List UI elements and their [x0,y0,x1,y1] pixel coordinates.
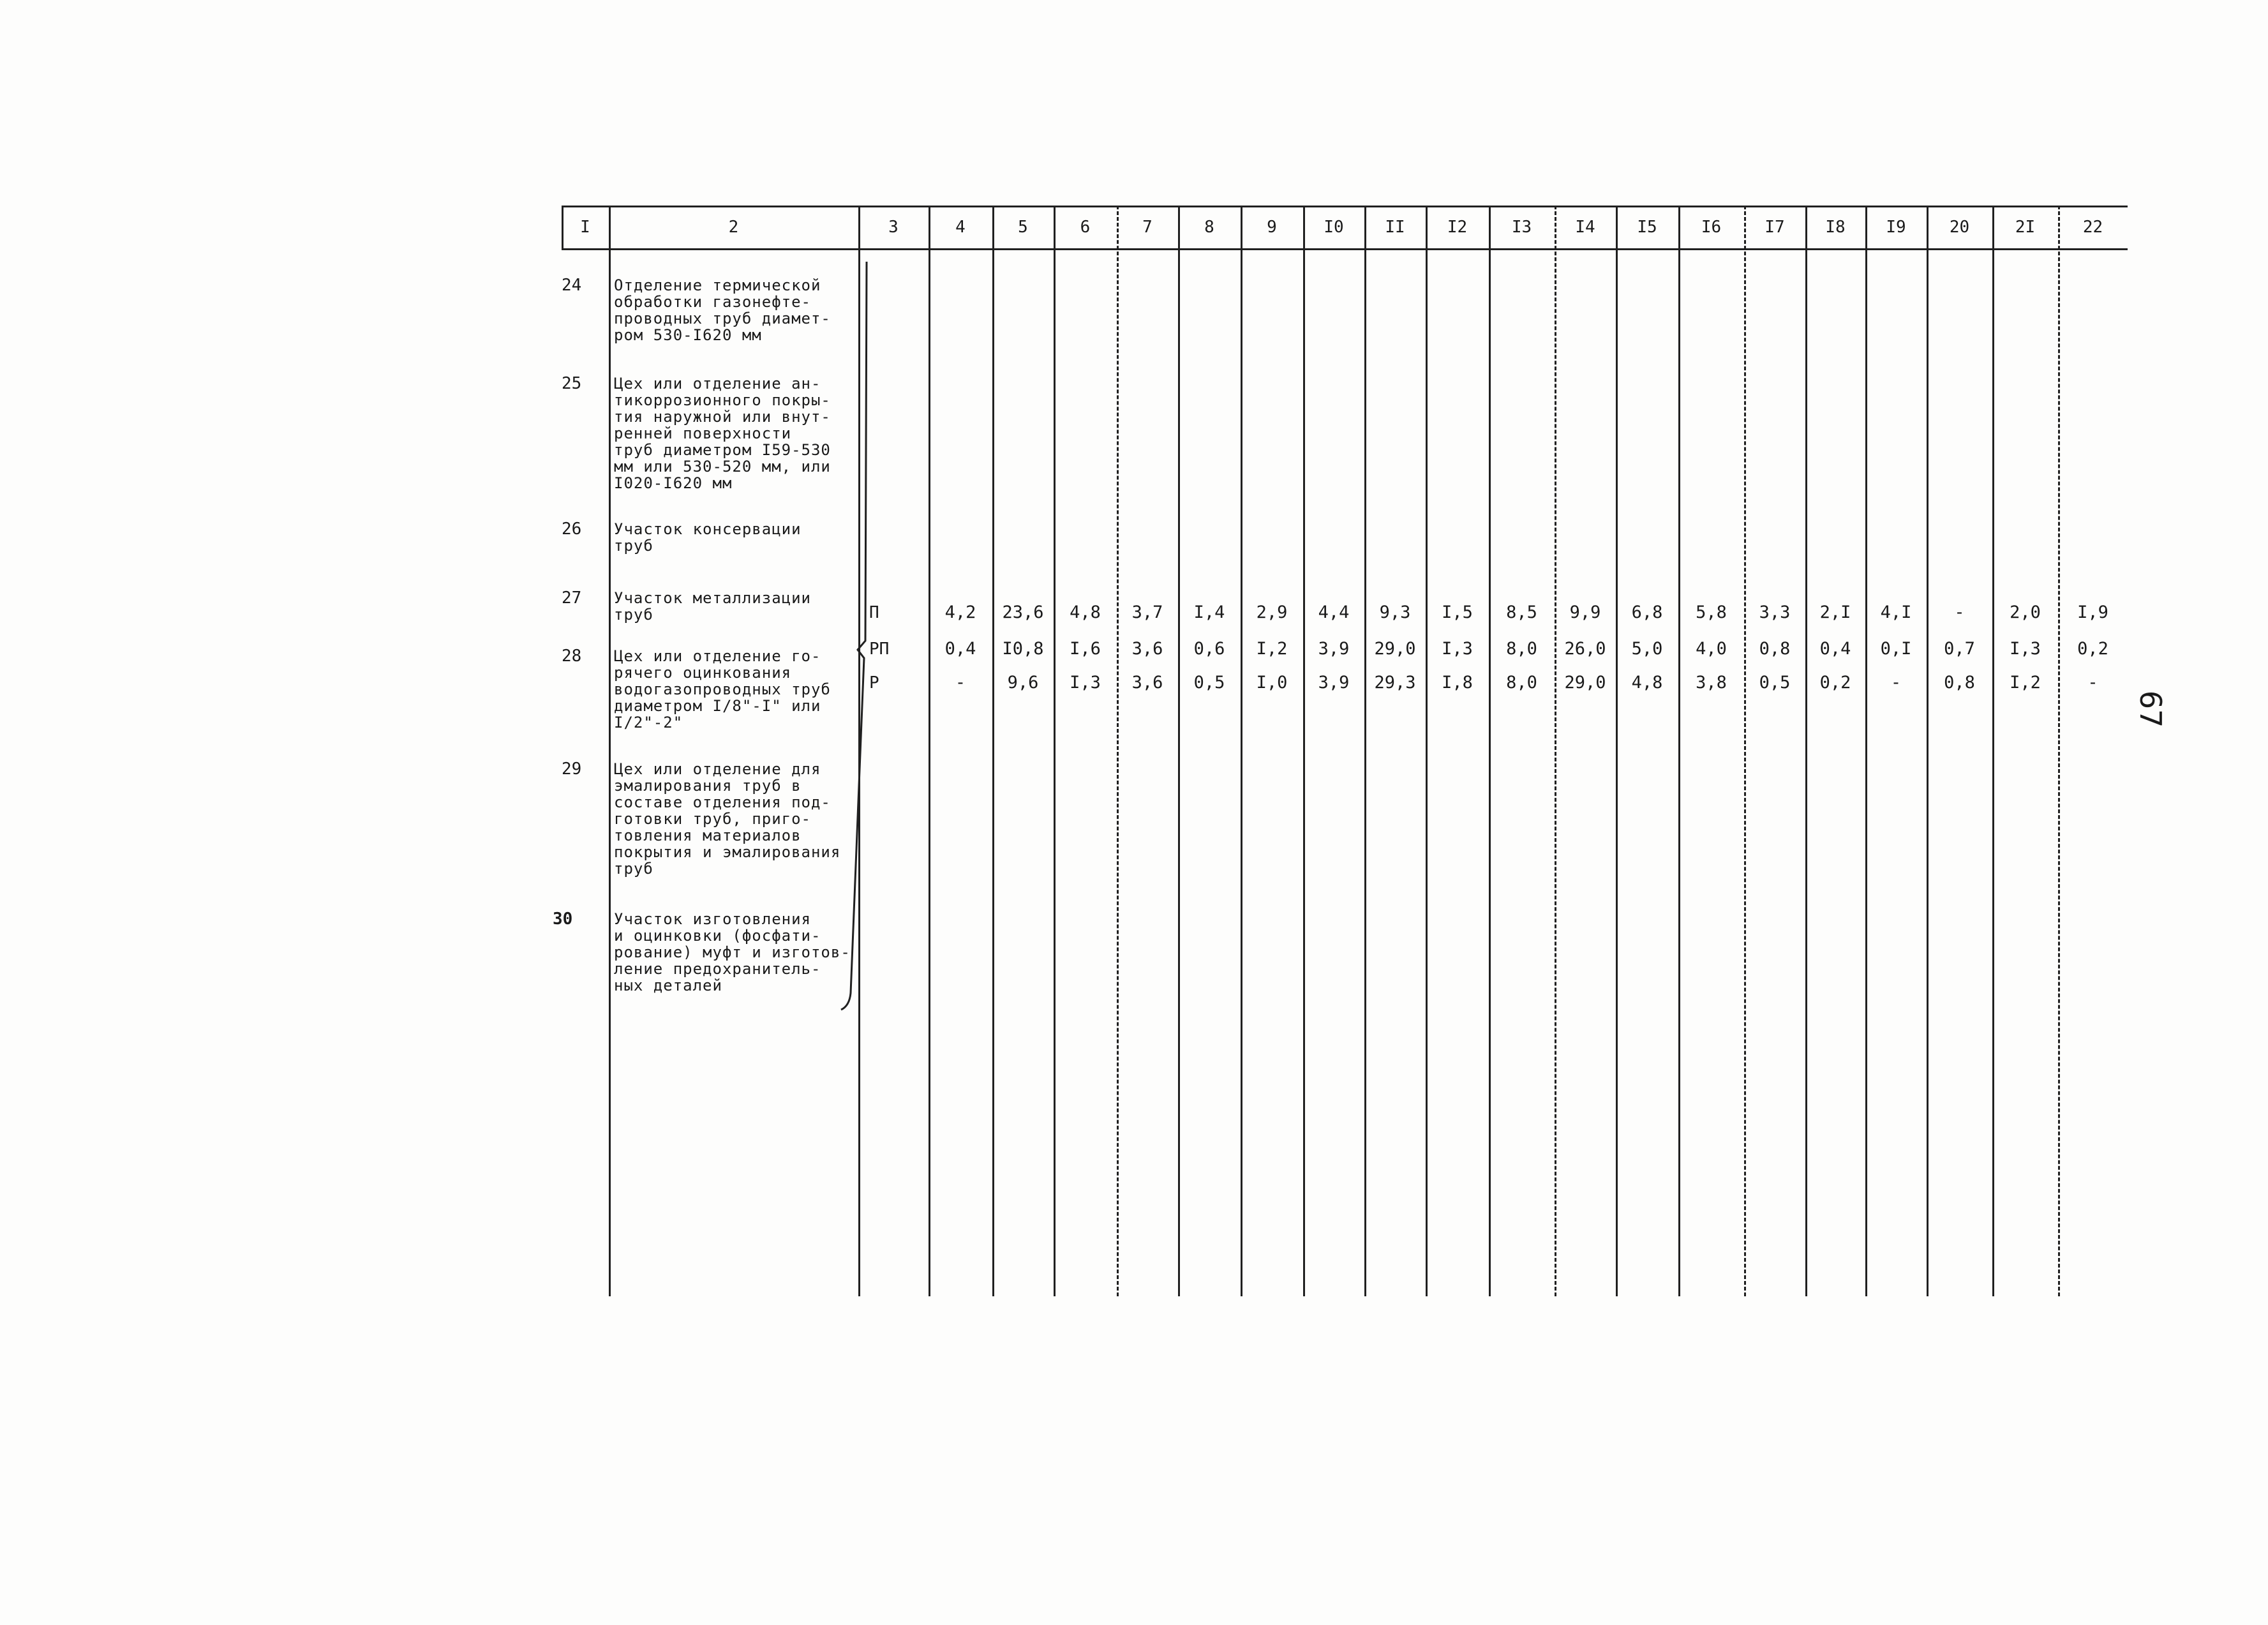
value-cell: 0,2 [2077,639,2108,659]
value-cell: I,6 [1070,639,1101,659]
column-rule [1426,206,1428,1296]
value-cell: 9,3 [1379,603,1411,622]
column-rule [1865,206,1867,1296]
column-rule [1178,206,1180,1296]
column-rule [1364,206,1366,1296]
header-bottom-rule [562,248,2128,250]
value-cell: - [2087,673,2098,693]
header-cell: I [580,218,590,237]
column-rule [929,206,930,1296]
header-cell: I9 [1886,218,1906,237]
header-cell: I2 [1447,218,1468,237]
value-cell: I,2 [2010,673,2041,693]
header-cell: 5 [1018,218,1028,237]
column-rule [1241,206,1242,1296]
header-cell: 9 [1267,218,1277,237]
group-label: Р [869,673,879,693]
value-cell: 0,5 [1193,673,1225,693]
header-cell: I4 [1575,218,1595,237]
value-cell: 8,5 [1506,603,1537,622]
value-cell: I,4 [1193,603,1225,622]
value-cell: 4,2 [944,603,976,622]
header-cell: I0 [1324,218,1344,237]
column-rule [1927,206,1929,1296]
value-cell: 3,9 [1318,639,1350,659]
value-cell: 8,0 [1506,673,1537,693]
value-cell: 4,4 [1318,603,1350,622]
page-number: 67 [2133,690,2168,728]
header-cell: 4 [955,218,966,237]
value-cell: I,0 [1256,673,1288,693]
value-cell: I,5 [1442,603,1473,622]
column-rule [1992,206,1994,1296]
value-cell: I,3 [2010,639,2041,659]
value-cell: 3,6 [1131,673,1163,693]
value-cell: 3,7 [1131,603,1163,622]
header-cell: 22 [2082,218,2103,237]
header-cell: 6 [1080,218,1091,237]
column-rule [1489,206,1491,1296]
group-label: П [869,603,879,622]
value-cell: 9,9 [1569,603,1601,622]
header-cell: II [1385,218,1405,237]
column-rule [1678,206,1680,1296]
value-cell: 23,6 [1002,603,1044,622]
value-cell: - [1954,603,1965,622]
value-cell: 0,5 [1759,673,1791,693]
row-number: 28 [562,647,582,666]
value-cell: 29,3 [1374,673,1416,693]
header-cell: I6 [1701,218,1722,237]
row-description: Участок изготовления и оцинковки (фосфати- рование) муфт и изготов- ление предохранитель- ных деталей [614,910,851,994]
value-cell: I,8 [1442,673,1473,693]
value-cell: 0,8 [1944,673,1975,693]
value-cell: 2,9 [1256,603,1288,622]
header-cell: I3 [1511,218,1532,237]
header-cell: 2I [2015,218,2036,237]
value-cell: 0,4 [1819,639,1851,659]
group-label: РП [869,640,890,659]
value-cell: - [955,673,966,693]
row-description: Цех или отделение го- рячего оцинкования водогазопроводных труб диаметром I/8"-I" или I/2"-2" [614,647,831,731]
row-number: 25 [562,374,582,393]
row-description: Цех или отделение ан- тикоррозионного покры- тия наружной или внут- ренней поверхности труб диаметром I59-530 мм или 530-520 мм, или I020-I620 мм [614,375,831,492]
value-cell: 3,8 [1696,673,1727,693]
value-cell: 0,4 [944,639,976,659]
value-cell: 4,8 [1631,673,1663,693]
header-cell: I7 [1764,218,1785,237]
header-cell: 2 [728,218,739,237]
value-cell: 4,I [1880,603,1912,622]
row-number: 29 [562,760,582,779]
header-cell: 8 [1204,218,1214,237]
column-rule [992,206,994,1296]
value-cell: 6,8 [1631,603,1663,622]
value-cell: 29,0 [1564,673,1606,693]
value-cell: 0,8 [1759,639,1791,659]
value-cell: 3,3 [1759,603,1791,622]
column-rule [1805,206,1807,1296]
header-cell: I5 [1637,218,1657,237]
row-description: Цех или отделение для эмалирования труб в составе отделения под- готовки труб, приго- товления материалов покрытия и эмалирования труб [614,760,841,878]
value-cell: 8,0 [1506,639,1537,659]
value-cell: I0,8 [1002,639,1044,659]
value-cell: 2,0 [2010,603,2041,622]
value-cell: 0,6 [1193,639,1225,659]
row-description: Участок металлизации труб [614,589,811,624]
value-cell: 4,0 [1696,639,1727,659]
row-description: Отделение термической обработки газонефте- проводных труб диамет- ром 530-I620 мм [614,276,831,344]
value-cell: I,2 [1256,639,1288,659]
value-cell: I,9 [2077,603,2108,622]
value-cell: 9,6 [1007,673,1039,693]
row-number: 26 [562,520,582,539]
column-rule [858,206,860,1296]
header-cell: I8 [1825,218,1846,237]
column-rule [1117,206,1119,1296]
row-number: 24 [562,276,582,295]
column-rule [2058,206,2060,1296]
value-cell: 0,7 [1944,639,1975,659]
value-cell: I,3 [1442,639,1473,659]
header-cell: 3 [888,218,899,237]
header-cell: 20 [1949,218,1970,237]
value-cell: 4,8 [1070,603,1101,622]
row-number: 30 [553,910,573,929]
row-description: Участок консервации труб [614,520,802,555]
header-cell: 7 [1142,218,1153,237]
value-cell: 26,0 [1564,639,1606,659]
column-rule [1744,206,1746,1296]
column-rule [609,206,611,1296]
table-top-rule [562,206,2128,207]
column-rule [1555,206,1556,1296]
value-cell: 5,0 [1631,639,1663,659]
value-cell: 3,6 [1131,639,1163,659]
row-number: 27 [562,588,582,608]
value-cell: I,3 [1070,673,1101,693]
column-rule [1054,206,1056,1296]
column-rule [1303,206,1305,1296]
column-rule [1616,206,1618,1296]
value-cell: - [1890,673,1902,693]
value-cell: 0,I [1880,639,1912,659]
value-cell: 0,2 [1819,673,1851,693]
value-cell: 3,9 [1318,673,1350,693]
value-cell: 2,I [1819,603,1851,622]
value-cell: 5,8 [1696,603,1727,622]
value-cell: 29,0 [1374,639,1416,659]
